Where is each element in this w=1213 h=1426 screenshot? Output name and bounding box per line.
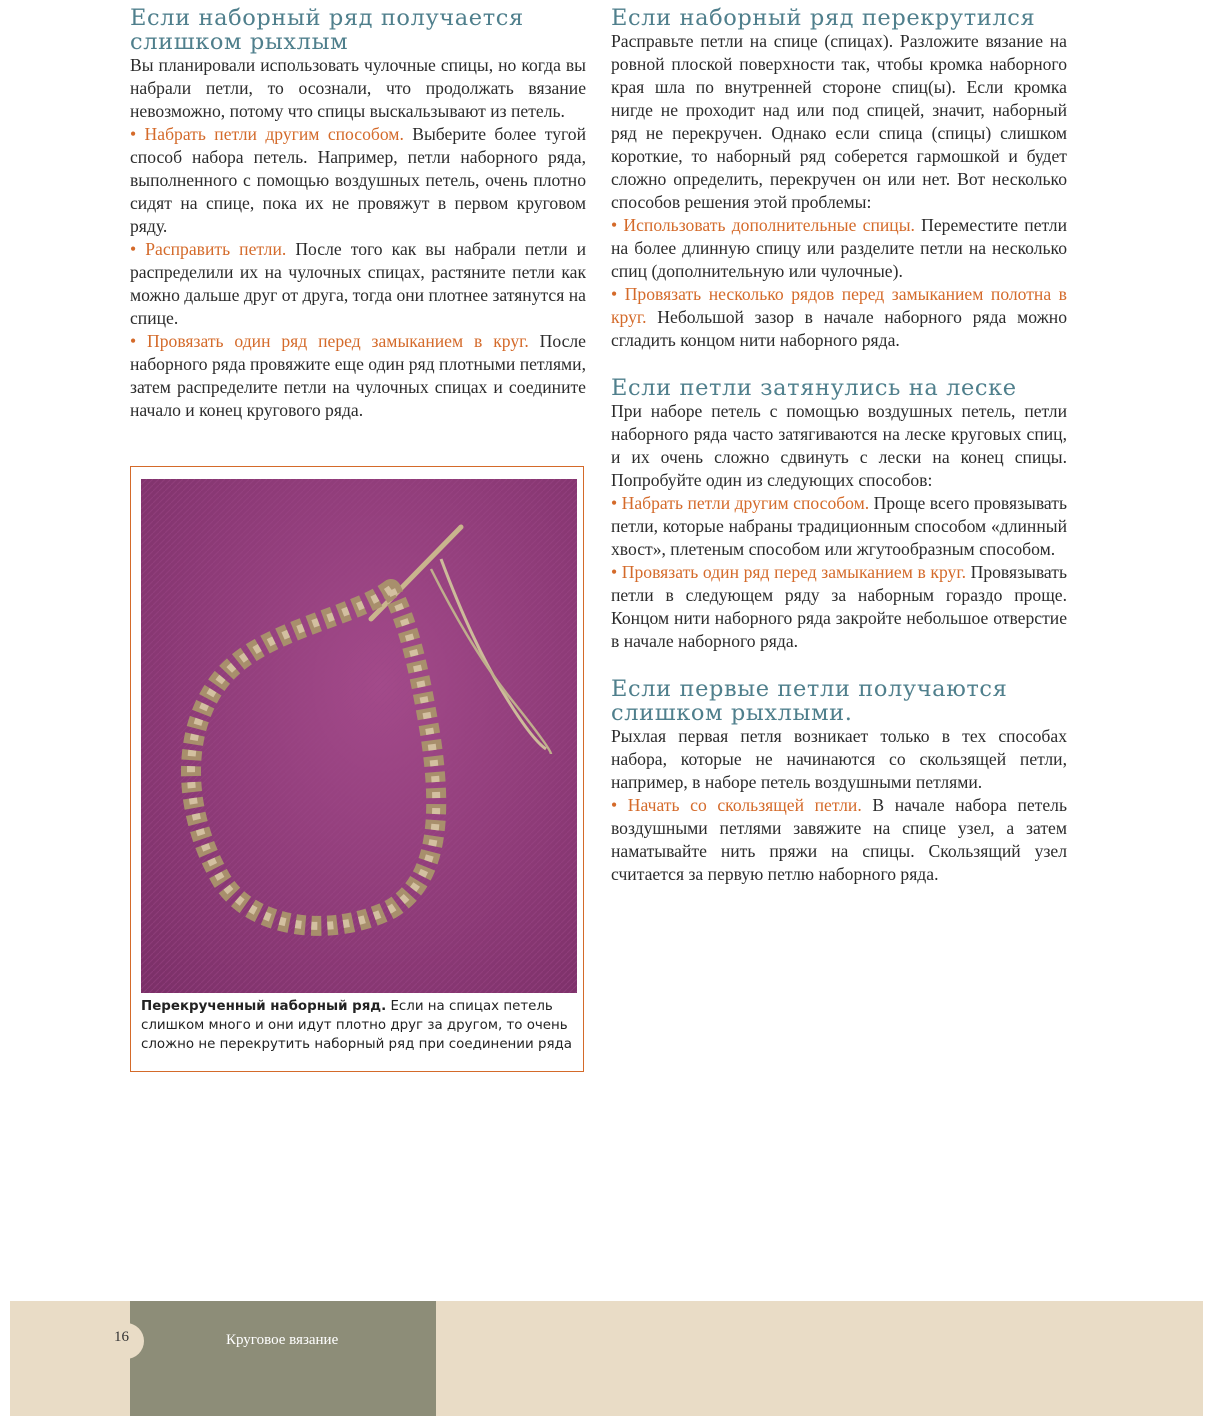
page-footer [10,1301,1203,1416]
section-stuck-on-cable [611,376,1067,653]
chapter-band [130,1301,436,1416]
caption-title: Перекрученный наборный ряд. [141,999,387,1014]
tip-label: • Использовать дополнительные спицы. [611,215,915,235]
tip-text: После наборного ряда провяжите еще один ряд плотными петлями, затем распределите петли на чулочных спицах и соедините начало и конец кругового ряда. [130,331,586,420]
tip-label: • Набрать петли другим способом. [611,493,870,513]
caption-text: Если на спицах петель слишком много и они идут плотно друг за другом, то очень сложно не перекрутить наборный ряд при соединении ряда [141,999,572,1052]
section-intro: Расправьте петли на спице (спицах). Разложите вязание на ровной плоской поверхности так, чтобы кромка наборного края шла по внутренней стороне спиц(ы). Если кромка нигде не проходит над или под спицей, значит, наборный ряд не перекручен. Однако если спица (спицы) слишком короткие, то наборный ряд соберется гармошкой и будет сложно определить, перекручен он или нет. Вот несколько способов решения этой проблемы: [611,31,1067,212]
knitting-photo [141,479,577,993]
section-intro: При наборе петель с помощью воздушных петель, петли наборного ряда часто затягиваются на леске круговых спиц, и их очень сложно сдвинуть с лески на конец спицы. Попробуйте один из следующих способов: [611,401,1067,490]
tip-label: • Провязать один ряд перед замыканием в круг. [611,562,966,582]
section-loose-first-stitch [611,677,1067,886]
tip-text: Проще всего провязывать петли, которые набраны традиционным способом «длинный хвост», плетеным способом или жгутообразным способом. [611,493,1067,559]
tip-text: В начале набора петель воздушными петлями завяжите на спице узел, а затем наматывайте нить пряжи на спицы. Скользящий узел считается за первую петлю наборного ряда. [611,795,1067,884]
tip-text: Небольшой зазор в начале наборного ряда можно сгладить концом нити наборного ряда. [611,307,1067,350]
section-heading: Если петли затянулись на леске [611,375,1017,401]
tip-text: Провязывать петли в следующем ряду за наборным гораздо проще. Концом нити наборного ряда закройте небольшое отверстие в начале наборного ряда. [611,562,1067,651]
twisted-cast-on-illustration [141,479,577,993]
tip-text: Выберите более тугой способ набора петель. Например, петли наборного ряда, выполненного с помощью воздушных петель, очень плотно сидят на спице, пока их не провяжут в первом круговом ряду. [130,124,586,236]
page-number: 16 [114,1329,129,1345]
section-intro: Вы планировали использовать чулочные спицы, но когда вы набрали петли, то осознали, что продолжать вязание невозможно, потому что спицы выскальзывают из петель. [130,55,586,121]
tip-paragraph [130,238,586,330]
left-column [130,6,586,446]
tip-label: • Начать со скользящей петли. [611,795,862,815]
tip-label: • Набрать петли другим способом. [130,124,404,144]
chapter-title: Круговое вязание [226,1332,339,1348]
right-column [611,6,1067,910]
tip-paragraph [611,283,1067,352]
tip-label: • Провязать несколько рядов перед замыканием полотна в круг. [611,284,1067,327]
tip-paragraph [611,492,1067,561]
tip-text: Переместите петли на более длинную спицу или разделите петли на несколько спиц (дополнительную или чулочные). [611,215,1067,281]
section-loose-cast-on [130,6,586,422]
tip-label: • Расправить петли. [130,239,287,259]
tip-text: После того как вы набрали петли и распределили их на чулочных спицах, растяните петли как можно дальше друг от друга, тогда они плотнее затянутся на спице. [130,239,586,328]
tip-paragraph [130,123,586,238]
figure-box [130,466,584,1072]
section-heading: Если наборный ряд перекрутился [611,5,1036,31]
figure-caption [141,997,581,1054]
section-heading: Если наборный ряд получается слишком рыхлым [130,5,524,55]
section-intro: Рыхлая первая петля возникает только в тех способах набора, которые не начинаются со скользящей петли, например, в наборе петель воздушными петлями. [611,726,1067,792]
section-heading: Если первые петли получаются слишком рыхлыми. [611,676,1008,726]
tip-paragraph [611,794,1067,886]
section-twisted-cast-on [611,6,1067,352]
tip-paragraph [611,214,1067,283]
tip-label: • Провязать один ряд перед замыканием в круг. [130,331,529,351]
tip-paragraph [130,330,586,422]
tip-paragraph [611,561,1067,653]
